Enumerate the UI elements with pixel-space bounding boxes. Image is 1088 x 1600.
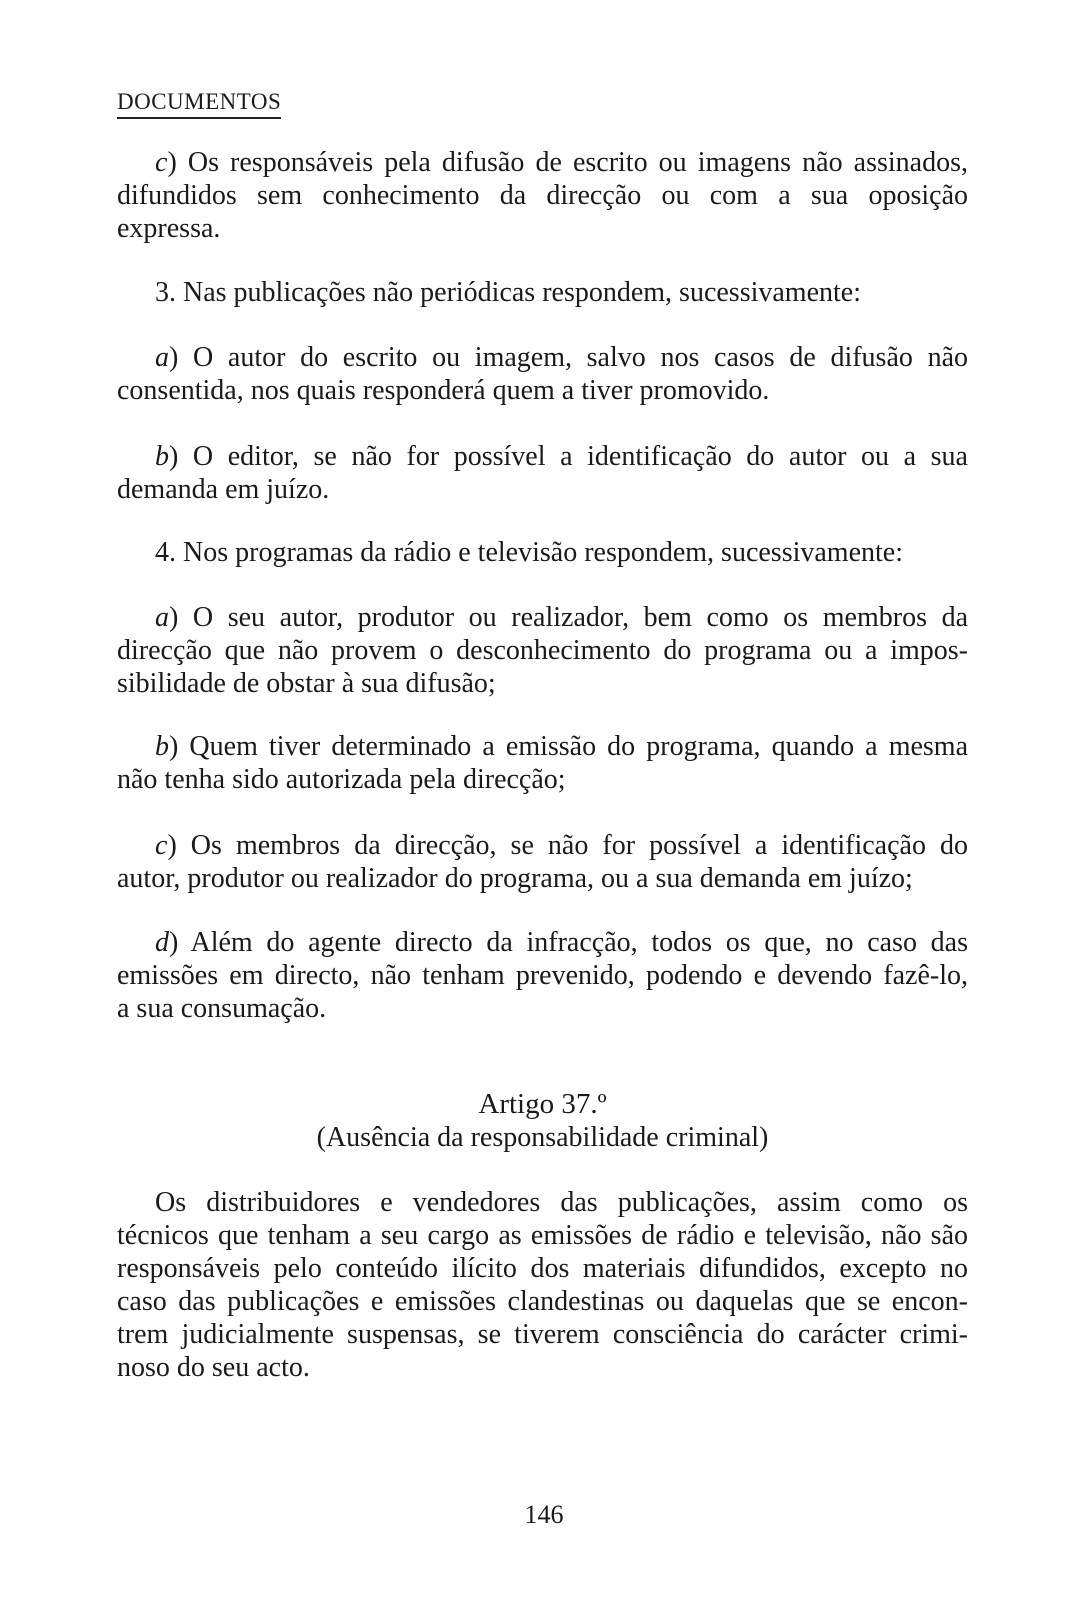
paragraph bbox=[117, 440, 968, 506]
text-line: a) O seu autor, produtor ou realizador, bem como os membros da bbox=[155, 602, 968, 633]
paragraph bbox=[117, 276, 968, 309]
text-line: consentida, nos quais responderá quem a tiver promovido. bbox=[117, 375, 770, 406]
text-line: noso do seu acto. bbox=[117, 1352, 310, 1383]
text-line: difundidos sem conhecimento da direcção ou com a sua oposição bbox=[117, 180, 968, 211]
text-line: técnicos que tenham a seu cargo as emissões de rádio e televisão, não são bbox=[117, 1220, 968, 1251]
text-line: 3. Nas publicações não periódicas respondem, sucessivamente: bbox=[155, 277, 862, 308]
text-line: sibilidade de obstar à sua difusão; bbox=[117, 668, 496, 699]
paragraph bbox=[117, 146, 968, 245]
running-header: DOCUMENTOS bbox=[117, 88, 281, 119]
text-line: autor, produtor ou realizador do programa, ou a sua demanda em juízo; bbox=[117, 863, 913, 894]
text-line: caso das publicações e emissões clandestinas ou daquelas que se encon- bbox=[117, 1286, 968, 1317]
paragraph bbox=[117, 341, 968, 407]
text-line: trem judicialmente suspensas, se tiverem consciência do carácter crimi- bbox=[117, 1319, 968, 1350]
paragraph bbox=[117, 926, 968, 1025]
text-line: não tenha sido autorizada pela direcção; bbox=[117, 764, 566, 795]
text-line: d) Além do agente directo da infracção, todos os que, no caso das bbox=[155, 927, 968, 958]
text-line: 4. Nos programas da rádio e televisão respondem, sucessivamente: bbox=[155, 537, 904, 568]
text-line: demanda em juízo. bbox=[117, 474, 330, 505]
text-line: b) Quem tiver determinado a emissão do programa, quando a mesma bbox=[155, 731, 968, 762]
paragraph bbox=[117, 601, 968, 700]
text-line: a) O autor do escrito ou imagem, salvo nos casos de difusão não bbox=[155, 342, 968, 373]
text-line: emissões em directo, não tenham prevenido, podendo e devendo fazê-lo, bbox=[117, 960, 968, 991]
paragraph bbox=[117, 730, 968, 796]
text-line: expressa. bbox=[117, 213, 221, 244]
text-line: direcção que não provem o desconhecimento do programa ou a impos- bbox=[117, 635, 968, 666]
text-line: c) Os membros da direcção, se não for possível a identificação do bbox=[155, 830, 968, 861]
text-line: b) O editor, se não for possível a identificação do autor ou a sua bbox=[155, 441, 968, 472]
paragraph bbox=[117, 829, 968, 895]
text-line: responsáveis pelo conteúdo ilícito dos materiais difundidos, excepto no bbox=[117, 1253, 968, 1284]
page-number: 146 bbox=[524, 1500, 564, 1529]
paragraph bbox=[117, 536, 968, 569]
text-line: c) Os responsáveis pela difusão de escrito ou imagens não assinados, bbox=[155, 147, 968, 178]
article-title: Artigo 37.º bbox=[478, 1088, 607, 1120]
article-paragraph bbox=[117, 1186, 968, 1384]
text-line: Os distribuidores e vendedores das publicações, assim como os bbox=[155, 1187, 968, 1218]
text-line: a sua consumação. bbox=[117, 993, 327, 1024]
article-subtitle: (Ausência da responsabilidade criminal) bbox=[316, 1122, 769, 1153]
